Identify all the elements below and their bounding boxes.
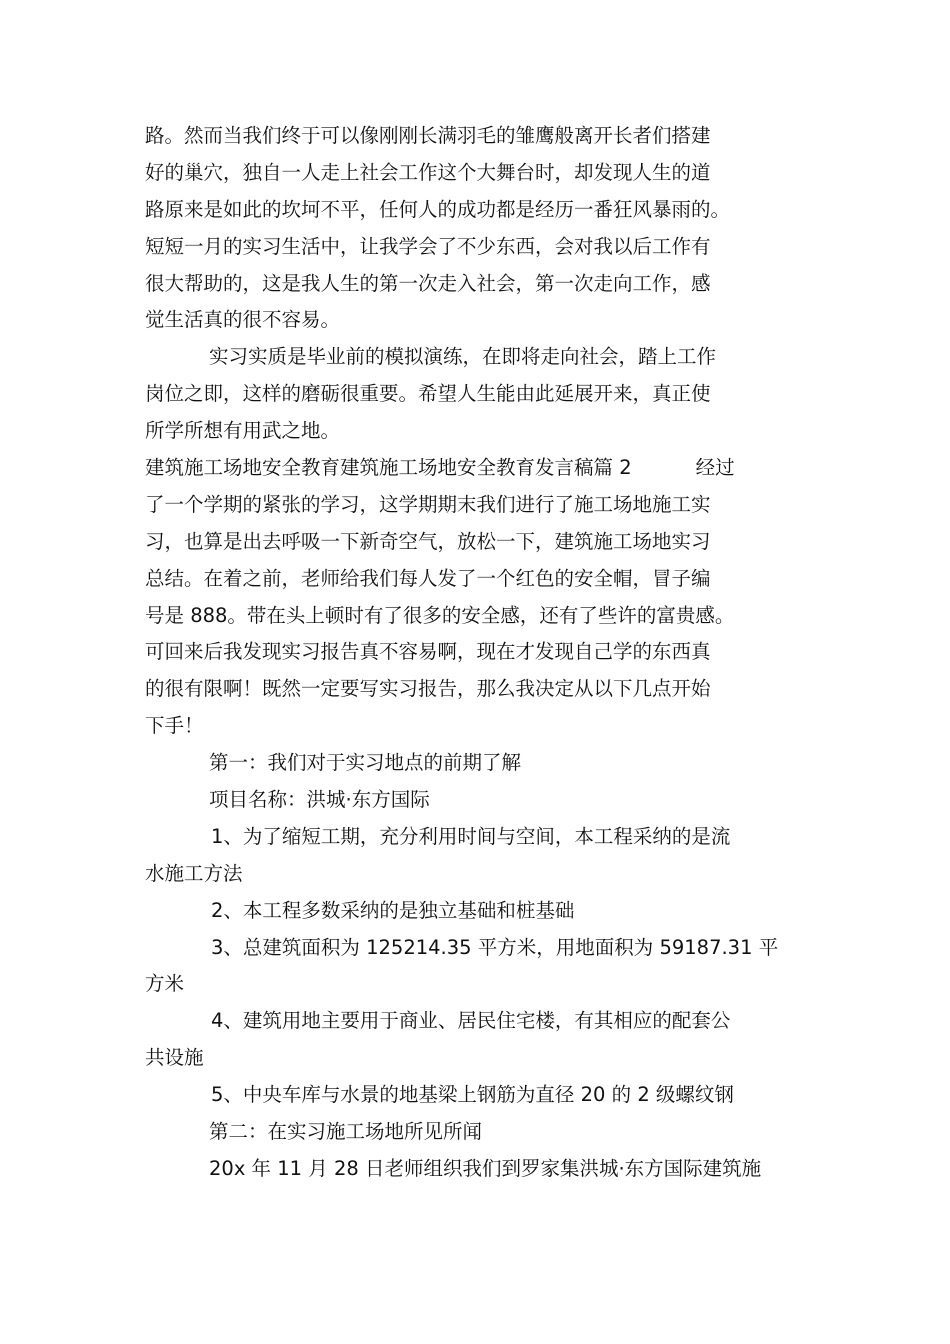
- text-line: 方米: [145, 972, 185, 996]
- list-item: 4、建筑用地主要用于商业、居民住宅楼，有其相应的配套公: [211, 1009, 731, 1033]
- text-line: 项目名称：洪城·东方国际: [209, 788, 430, 812]
- text-line: 号是 888。带在头上顿时有了很多的安全感，还有了些许的富贵感。: [145, 603, 735, 627]
- list-item: 5、中央车库与水景的地基梁上钢筋为直径 20 的 2 级螺纹钢: [211, 1083, 734, 1107]
- text-line: 了一个学期的紧张的学习，这学期期末我们进行了施工场地施工实: [145, 492, 711, 516]
- text-line: 第二：在实习施工场地所见所闻: [209, 1120, 483, 1144]
- text-fragment: 经过: [695, 456, 735, 480]
- text-line: 水施工方法: [145, 861, 243, 885]
- list-item: 1、为了缩短工期，充分利用时间与空间，本工程采纳的是流: [211, 824, 731, 848]
- text-line: 好的巢穴，独自一人走上社会工作这个大舞台时，却发现人生的道: [145, 160, 711, 184]
- text-line: 总结。在着之前，老师给我们每人发了一个红色的安全帽，冒子编: [145, 566, 711, 590]
- text-line: 第一：我们对于实习地点的前期了解: [209, 751, 522, 775]
- text-line: 可回来后我发现实习报告真不容易啊，现在才发现自己学的东西真: [145, 640, 711, 664]
- document-body: [145, 118, 825, 1188]
- list-item: 2、本工程多数采纳的是独立基础和桩基础: [211, 898, 575, 922]
- text-line: 下手！: [145, 714, 204, 738]
- text-line: 20x 年 11 月 28 日老师组织我们到罗家集洪城·东方国际建筑施: [209, 1156, 762, 1180]
- text-line: 很大帮助的，这是我人生的第一次走入社会，第一次走向工作，感: [145, 271, 711, 295]
- text-line: 的很有限啊！既然一定要写实习报告，那么我决定从以下几点开始: [145, 677, 711, 701]
- list-item: 3、总建筑面积为 125214.35 平方米，用地面积为 59187.31 平: [211, 935, 779, 959]
- section-heading-line: [145, 450, 825, 487]
- text-line: 路原来是如此的坎坷不平，任何人的成功都是经历一番狂风暴雨的。: [145, 197, 731, 221]
- text-line: 觉生活真的很不容易。: [145, 308, 341, 332]
- text-line: 路。然而当我们终于可以像刚刚长满羽毛的雏鹰般离开长者们搭建: [145, 124, 711, 147]
- text-line: 短短一月的实习生活中，让我学会了不少东西，会对我以后工作有: [145, 234, 711, 258]
- section-heading: 建筑施工场地安全教育建筑施工场地安全教育发言稿篇 2: [145, 456, 632, 480]
- text-line: 岗位之即，这样的磨砺很重要。希望人生能由此延展开来，真正使: [145, 382, 711, 406]
- text-line: 所学所想有用武之地。: [145, 419, 341, 443]
- text-line: 共设施: [145, 1046, 204, 1070]
- text-line: 习，也算是出去呼吸一下新奇空气，放松一下，建筑施工场地实习: [145, 529, 711, 553]
- text-line: 实习实质是毕业前的模拟演练，在即将走向社会，踏上工作: [209, 345, 717, 369]
